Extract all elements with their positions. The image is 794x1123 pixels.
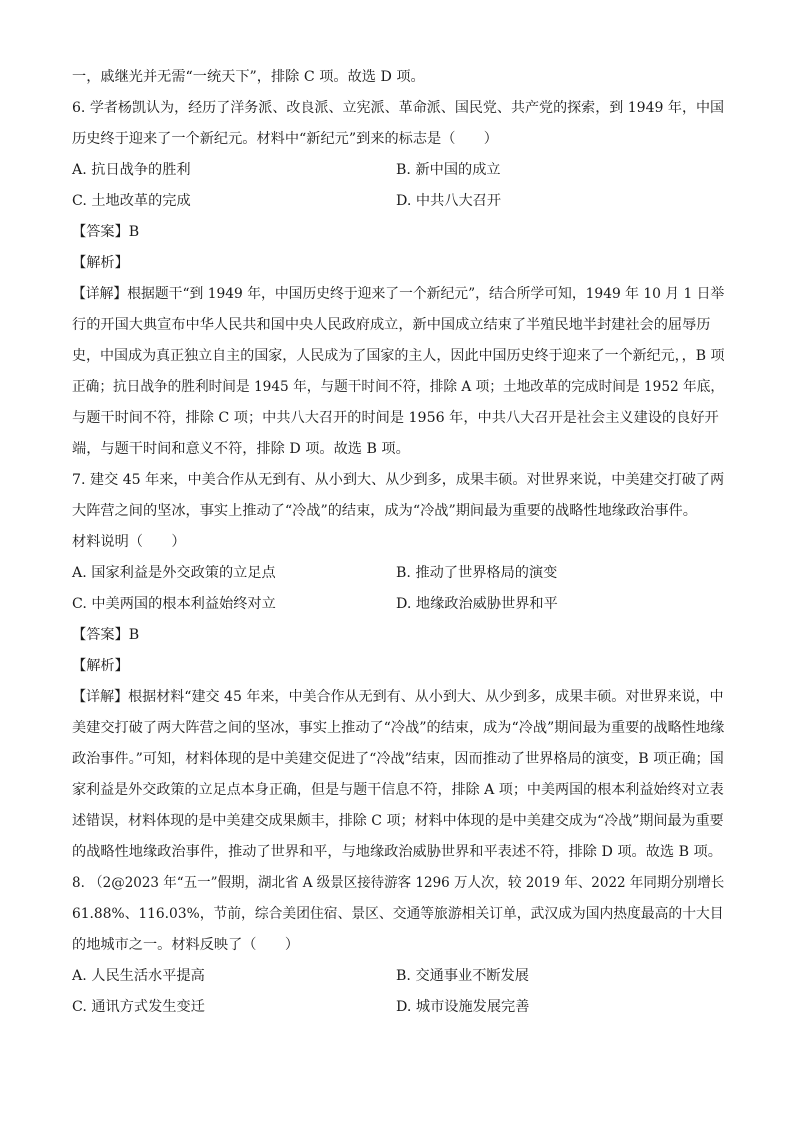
question-6-line-1: 6. 学者杨凯认为，经历了洋务派、改良派、立宪派、革命派、国民党、共产党的探索，到 1949 年，中国 [72, 100, 725, 116]
option-b: B. 新中国的成立 [396, 162, 501, 178]
explanation-line: 正确；抗日战争的胜利时间是 1945 年，与题干时间不符，排除 A 项；土地改革的完成时间是 1952 年底， [72, 379, 725, 395]
analysis-label: 【解析】 [72, 658, 129, 674]
explanation-line: 与题干时间不符，排除 C 项；中共八大召开的时间是 1956 年，中共八大召开是社会主义建设的良好开 [72, 410, 719, 426]
explanation-line: 【详解】根据材料“建交 45 年来，中美合作从无到有、从小到大、从少到多，成果丰硕。对世界来说，中 [72, 689, 724, 705]
question-6-line-2: 历史终于迎来了一个新纪元。材料中“新纪元”到来的标志是（ ） [72, 131, 498, 147]
explanation-line: 【详解】根据题干“到 1949 年，中国历史终于迎来了一个新纪元”，结合所学可知，1949 年 10 月 1 日举 [72, 286, 725, 302]
option-d: D. 地缘政治威胁世界和平 [396, 596, 558, 612]
option-c: C. 土地改革的完成 [72, 193, 191, 209]
question-7-line-1: 7. 建交 45 年来，中美合作从无到有、从小到大、从少到多，成果丰硕。对世界来说，中美建交打破了两 [72, 472, 725, 488]
explanation-line: 史，中国成为真正独立自主的国家，人民成为了国家的主人，因此中国历史终于迎来了一个新纪元，，B 项 [72, 348, 725, 364]
question-8-line-1: 8. （2@2023 年“五一”假期，湖北省 A 级景区接待游客 1296 万人次，较 2019 年、2022 年同期分别增长 [72, 875, 725, 891]
text-line: 一，戚继光并无需“一统天下”，排除 C 项。故选 D 项。 [72, 69, 425, 85]
answer-label: 【答案】B [72, 224, 140, 240]
option-a: A. 人民生活水平提高 [72, 968, 205, 984]
explanation-line: 述错误，材料体现的是中美建交成果颇丰，排除 C 项；材料中体现的是中美建交成为“冷战”期间最为重要 [72, 813, 724, 829]
option-c: C. 中美两国的根本利益始终对立 [72, 596, 276, 612]
analysis-label: 【解析】 [72, 255, 129, 271]
explanation-line: 行的开国大典宣布中华人民共和国中央人民政府成立，新中国成立结束了半殖民地半封建社会的屈辱历 [72, 317, 711, 333]
question-7-line-3: 材料说明（ ） [72, 534, 186, 550]
answer-label: 【答案】B [72, 627, 140, 643]
question-8-line-2: 61.88%、116.03%，节前，综合美团住宿、景区、交通等旅游相关订单，武汉成为国内热度最高的十大目 [72, 906, 724, 922]
explanation-line: 家利益是外交政策的立足点本身正确，但是与题干信息不符，排除 A 项；中美两国的根本利益始终对立表 [72, 782, 724, 798]
explanation-line: 的战略性地缘政治事件，推动了世界和平，与地缘政治威胁世界和平表述不符，排除 D 项。故选 B 项。 [72, 844, 722, 860]
option-a: A. 抗日战争的胜利 [72, 162, 191, 178]
question-8-line-3: 的地城市之一。材料反映了（ ） [72, 937, 300, 953]
option-b: B. 交通事业不断发展 [396, 968, 529, 984]
explanation-line: 端，与题干时间和意义不符，排除 D 项。故选 B 项。 [72, 441, 410, 457]
option-c: C. 通讯方式发生变迁 [72, 999, 205, 1015]
option-d: D. 城市设施发展完善 [396, 999, 530, 1015]
option-a: A. 国家利益是外交政策的立足点 [72, 565, 276, 581]
option-d: D. 中共八大召开 [396, 193, 502, 209]
explanation-line: 美建交打破了两大阵营之间的坚冰，事实上推动了“冷战”的结束，成为“冷战”期间最为重要的战略性地缘 [72, 720, 725, 736]
explanation-line: 政治事件。”可知，材料体现的是中美建交促进了“冷战”结束，因而推动了世界格局的演变，B 项正确；国 [72, 751, 724, 767]
option-b: B. 推动了世界格局的演变 [396, 565, 558, 581]
question-7-line-2: 大阵营之间的坚冰，事实上推动了“冷战”的结束，成为“冷战”期间最为重要的战略性地缘政治事件。 [72, 503, 697, 519]
